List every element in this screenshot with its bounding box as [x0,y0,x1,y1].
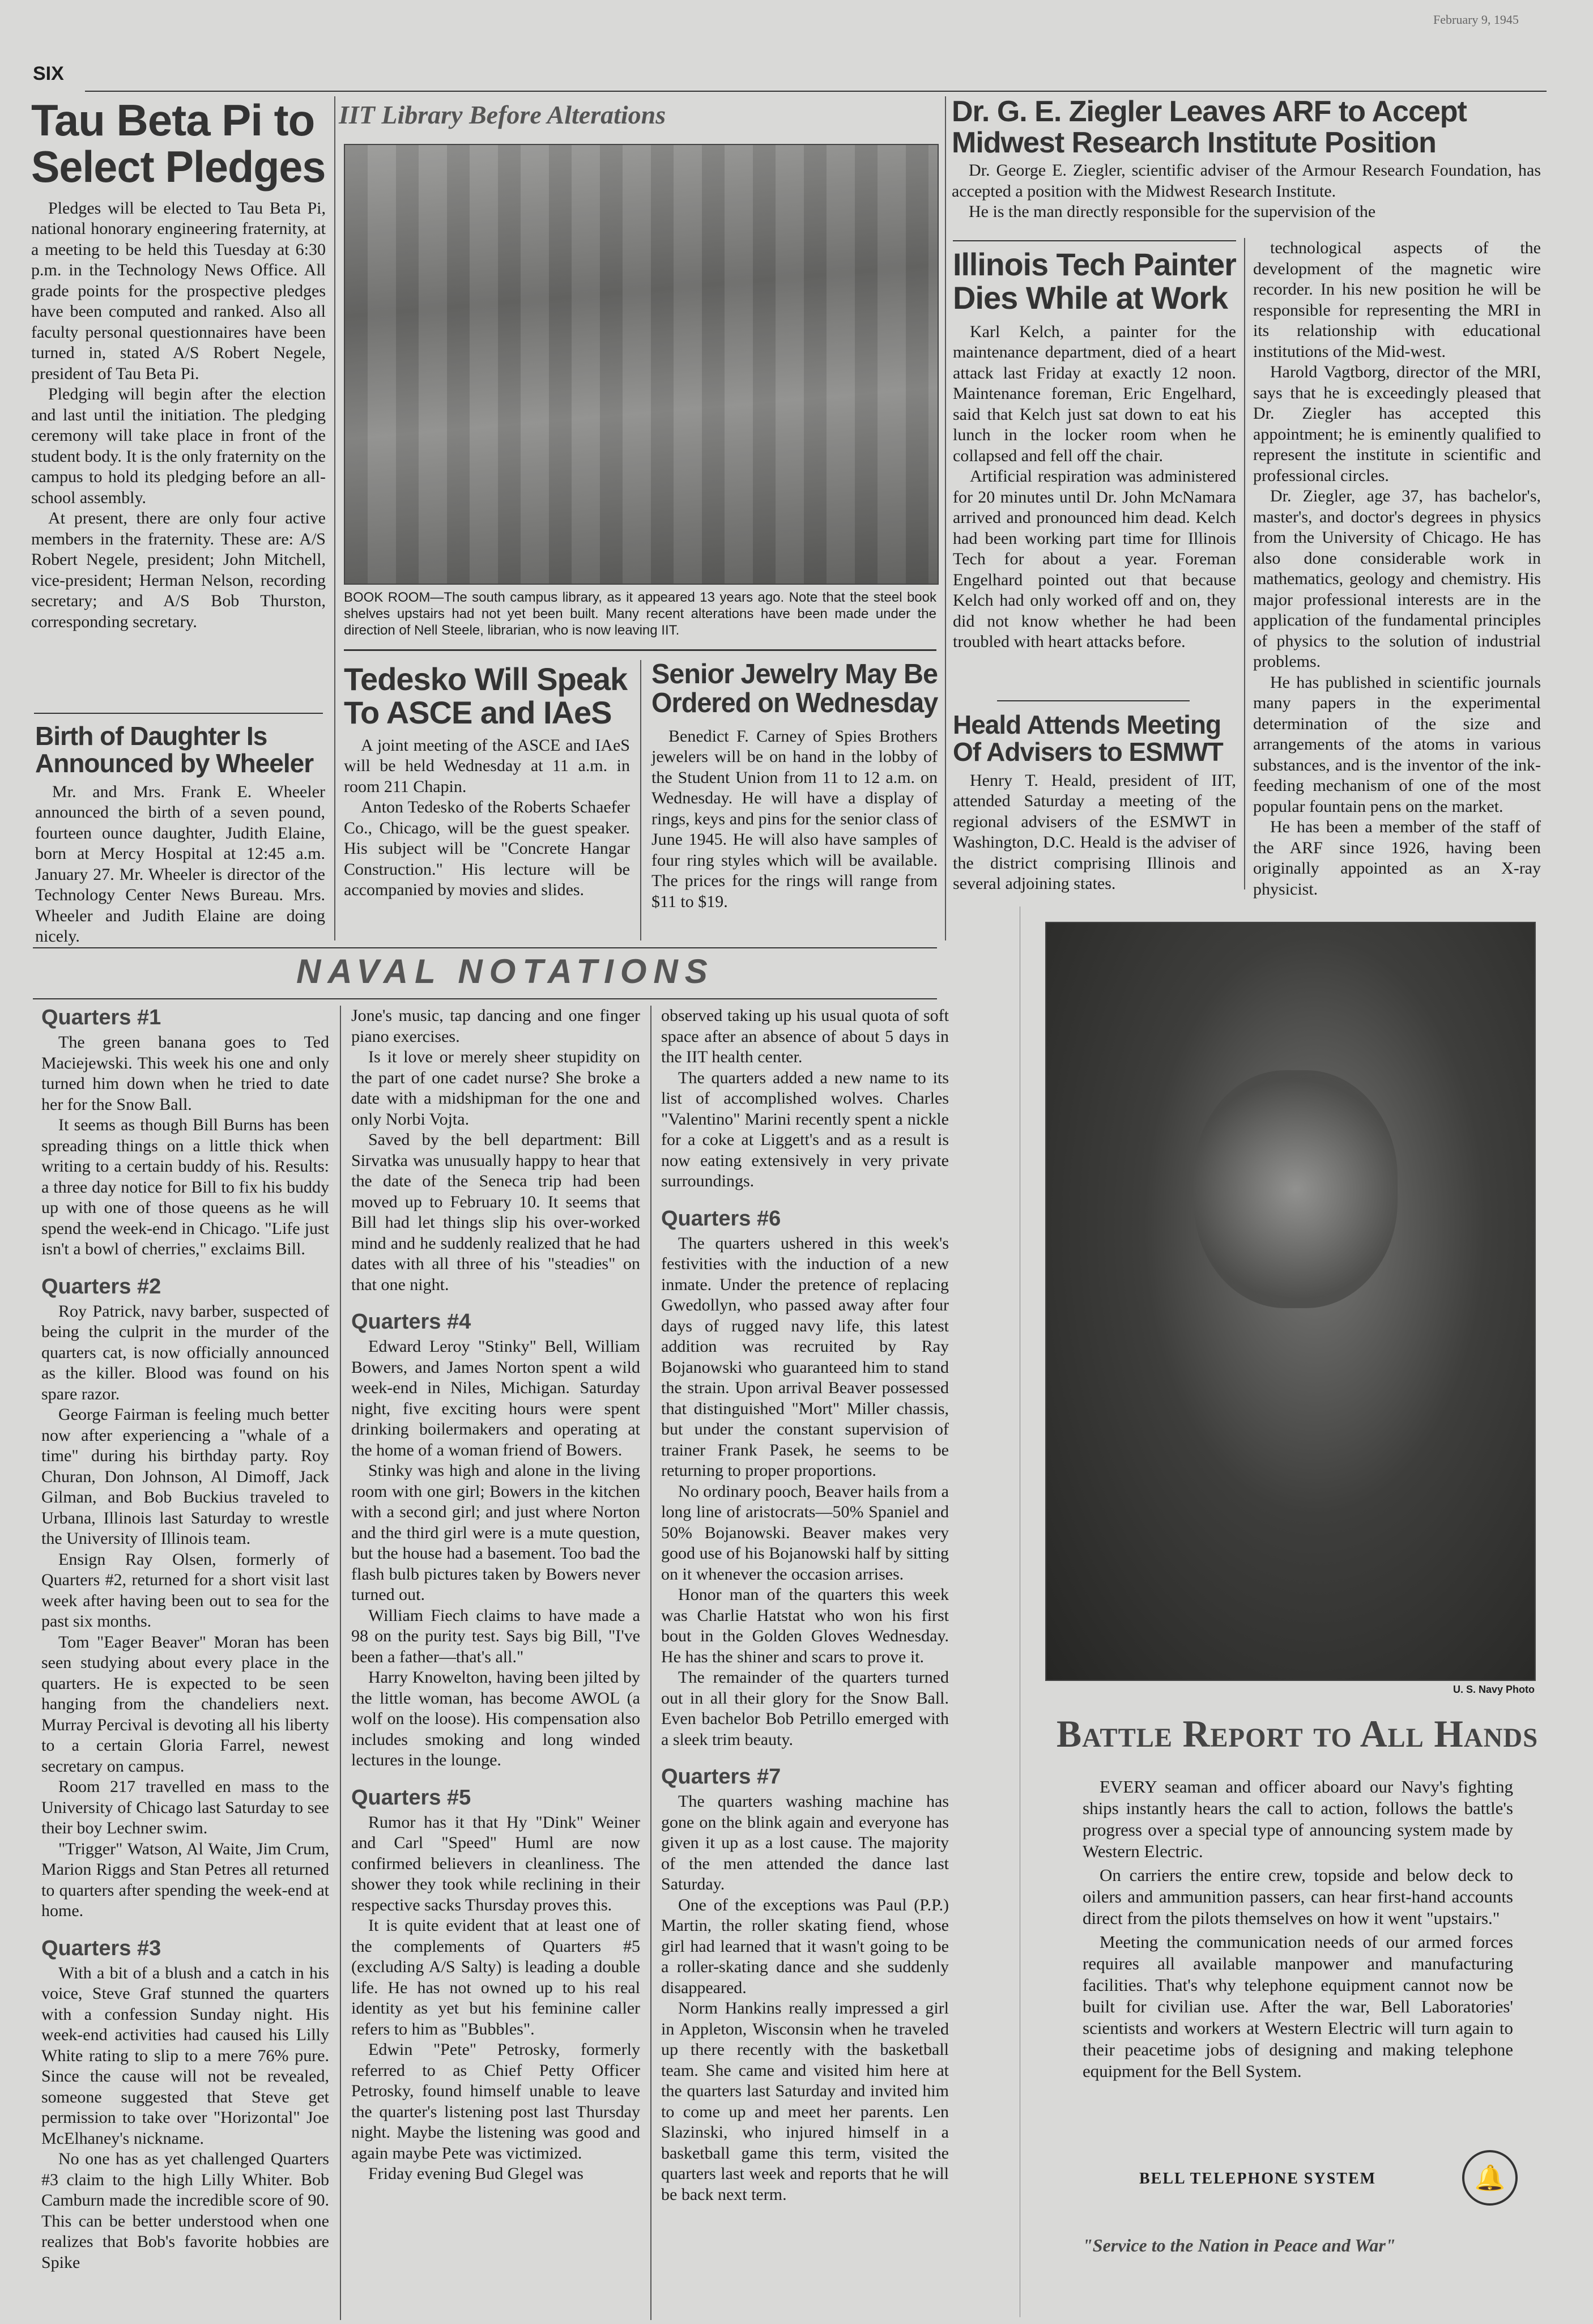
paragraph: Henry T. Heald, president of IIT, attended Saturday a meeting of the regional advisers of the ESMWT in Washington, D.C. Heald is the adviser of the district comprising Illinois and several adjoining states. [953,771,1236,893]
paragraph: Roy Patrick, navy barber, suspected of being the culprit in the murder of the quarters cat, is now officially announced as the killer. Blood was found on his spare razor. [41,1301,329,1403]
paragraph: Meeting the communication needs of our armed forces requires all available manpower and manufacturing facilities. That's why telephone equipment cannot now be built for civilian use. After the war, Bell Laboratories' scientists and workers at Western Electric will turn again to their peacetime jobs of designing and making telephone equipment for the Bell System. [1083,1932,1513,2081]
quarters-heading: Quarters #6 [661,1206,781,1231]
bell-advertisement [1020,906,1541,2317]
headline [953,711,1236,766]
divider [33,947,937,948]
paragraph: Pledging will begin after the election and last until the initiation. The pledging ceremony will take place in front of the student body. It is the only fraternity on the campus to hold its pledging before an all-school assembly. [31,385,326,507]
paragraph: The green banana goes to Ted Maciejewski. This week his one and only turned him down when he tried to date her for the Snow Ball. [41,1033,329,1114]
header-rule [85,91,1547,92]
naval-column-2 [351,1006,640,2185]
paragraph: Ensign Ray Olsen, formerly of Quarters #2, returned for a short visit last week after having been out to sea for the past six months. [41,1550,329,1631]
quarters-heading: Quarters #2 [41,1274,161,1299]
paragraph: technological aspects of the development of the magnetic wire recorder. In his new position he will be responsible for representing the MRI in its relationship with educational institutions of the Mid-west. [1253,239,1541,361]
headline-line: Ordered on Wednesday [651,688,938,719]
article-body [953,771,1236,895]
article-body [31,198,326,633]
headline [31,97,326,190]
headline-line: Tedesko Will Speak [344,661,628,697]
column-rule [334,96,335,940]
ad-slogan: "Service to the Nation in Peace and War" [1083,2235,1396,2255]
paragraph: Room 217 travelled en mass to the University of Chicago last Saturday to see their boy Lechner swim. [41,1777,329,1837]
headline-line: Dr. G. E. Ziegler Leaves ARF to Accept [952,95,1467,128]
headline-line: Select Pledges [31,141,326,191]
headline-line: To ASCE and IAeS [344,694,612,730]
paragraph: Pledges will be elected to Tau Beta Pi, national honorary engineering fraternity, at a meeting to be held this Tuesday at 6:30 p.m. in the Technology News Office. All grade points for the prospective pledges have been computed and ranked. Also all faculty personal questionnaires have been turned in, stated A/S Robert Negele, president of Tau Beta Pi. [31,198,326,383]
paragraph: Rumor has it that Hy "Dink" Weiner and Carl "Speed" Huml are now confirmed believers in cleanliness. The shower they took while reclining in their respective sacks Thursday proves this. [351,1812,640,1914]
headline-line: Heald Attends Meeting [953,710,1221,739]
paragraph: Tom "Eager Beaver" Moran has been seen studying about every place in the quarters. He is expected to be seen hanging from the chandeliers next. Murray Percival is devoting all his liberty to a certain Gloria Farrel, newest secretary on campus. [41,1632,329,1776]
divider [953,240,1236,241]
article-tedesko [344,663,630,901]
headline-line: Senior Jewelry May Be [651,659,938,689]
article-body [953,322,1236,653]
naval-column-1 [41,1006,329,2273]
paragraph: George Fairman is feeling much better now after experiencing a "whale of a time" during his birthday party. Roy Churan, Don Johnson, Al Dimoff, Jack Gilman, and Bob Buckius traveled to Urbana, Illinois last Saturday to wrestle the University of Illinois team. [41,1405,329,1548]
headline-line: Illinois Tech Painter [953,246,1236,282]
library-photo [344,144,939,585]
paragraph: Dr. Ziegler, age 37, has bachelor's, master's, and doctor's degrees in physics from the University of Chicago. He has also done considerable work in mathematics, geology and chemistry. His major professional interests are in the application of the fundamental principles of physics to the solution of industrial problems. [1253,487,1541,671]
paragraph: No one has as yet challenged Quarters #3 claim to the high Lilly Whiter. Bob Camburn made the incredible score of 90. This can be better understood when one realizes that Bob's favorite hobbies are Spike [41,2150,329,2272]
paragraph: At present, there are only four active members in the fraternity. These are: A/S Robert Negele, president; John Mitchell, vice-president; Herman Nelson, recording secretary; and A/S Bob Thurston, corresponding secretary. [31,509,326,631]
paragraph: Edwin "Pete" Petrosky, formerly referred to as Chief Petty Officer Petrosky, found himself unable to leave the quarter's listening post last Thursday night. Maybe the listening was good and again maybe Pete was victimized. [351,2040,640,2163]
paragraph: Friday evening Bud Glegel was [368,2164,583,2183]
paragraph: He is the man directly responsible for the supervision of the [969,202,1376,222]
paragraph: Harry Knowelton, having been jilted by the little woman, has become AWOL (a wolf on the loose). His compensation also includes smoking and long winded lectures in the lounge. [351,1668,640,1769]
quarters-heading: Quarters #1 [41,1006,161,1029]
paragraph: Dr. George E. Ziegler, scientific adviser of the Armour Research Foundation, has accepted a position with the Midwest Research Institute. [952,161,1541,201]
divider [344,649,936,651]
paragraph: The quarters ushered in this week's festivities with the induction of a new inmate. Under the pretence of replacing Gwedollyn, who passed away after four days of rugged navy life, this latest addition was recruited by Ray Bojanowski who guaranteed him to stand the strain. Upon arrival Beaver possessed that distinguished "Mort" Miller chassis, but under the constant supervision of trainer Frank Pasek, he seems to be returning to proper proportions. [661,1233,949,1480]
headline [344,663,630,730]
naval-notations-banner: NAVAL NOTATIONS [296,952,714,990]
paragraph: A joint meeting of the ASCE and IAeS will be held Wednesday at 11 a.m. in room 211 Chapin. [344,735,630,796]
headline [953,248,1236,315]
paragraph: Benedict F. Carney of Spies Brothers jewelers will be on hand in the lobby of the Student Union from 11 to 12 a.m. on Wednesday. He will have a display of rings, keys and pins for the senior class of June 1945. He will also have samples of four ring styles which will be available. The prices for the rings will range from $11 to $19. [651,726,938,911]
naval-column-3 [661,1006,949,2205]
article-tau-beta-pi [31,97,326,632]
quarters-heading: Quarters #7 [661,1765,781,1789]
paragraph: Edward Leroy "Stinky" Bell, William Bowers, and James Norton spent a wild week-end in Niles, Michigan. Saturday night, five exciting hours were spent drinking boilermakers and operating at the home of a woman friend of Bowers. [351,1337,640,1459]
column-rule [945,96,946,940]
article-body-ziegler [1253,238,1541,900]
article-painter [953,248,1236,653]
headline [952,96,1541,158]
article-senior-jewelry [651,660,938,912]
paragraph: One of the exceptions was Paul (P.P.) Martin, the roller skating fiend, whose girl had learned that it wasn't going to be a roller-skating dance and she suddenly disappeared. [661,1895,949,1997]
article-body [344,735,630,901]
ad-headline: Battle Report to All Hands [1057,1712,1539,1755]
paragraph: He has published in scientific journals many papers in the experimental determination of the size and arrangements of the atoms in various substances, and is the inventor of the ink-feeding mechanism of one of the most popular fountain pens on the market. [1253,672,1541,816]
column-rule [1244,238,1245,889]
paragraph: He has been a member of the staff of the ARF since 1926, having been originally appointed as an X-ray physicist. [1253,818,1541,899]
paragraph: The remainder of the quarters turned out in all their glory for the Snow Ball. Even bachelor Bob Petrillo emerged with a sleek trim beauty. [661,1668,949,1749]
column-rule [650,1006,651,2320]
paragraph: The quarters added a new name to its list of accomplished wolves. Charles "Valentino" Marini recently spent a nickle for a coke at Liggett's and as a result is now eating extensively in very private surroundings. [661,1068,949,1190]
column-rule [640,660,641,940]
paragraph: William Fiech claims to have made a 98 on the purity test. Says big Bill, "I've been a father—that's all." [351,1606,640,1666]
photo-headline: IIT Library Before Alterations [339,100,666,129]
headline [651,660,938,718]
photo-caption: BOOK ROOM—The south campus library, as it appeared 13 years ago. Note that the steel book shelves upstairs had not yet been built. Many recent alterations have been made under the direction of Nell Steele, librarian, who is now leaving IIT. [344,590,936,638]
paragraph: Jone's music, tap dancing and one finger piano exercises. [351,1006,640,1046]
paragraph: EVERY seaman and officer aboard our Navy's fighting ships instantly hears the call to action, follows the battle's progress over a special type of announcing system made by Western Electric. [1083,1777,1513,1861]
article-body [651,726,938,913]
article-ziegler [952,96,1541,223]
headline-line: Birth of Daughter Is [35,721,267,751]
paragraph: "Trigger" Watson, Al Waite, Jim Crum, Marion Riggs and Stan Petres all returned to quarters after spending the week-end at home. [41,1839,329,1920]
article-lead [952,160,1541,223]
headline-line: Midwest Research Institute Position [952,126,1436,159]
paragraph: Anton Tedesko of the Roberts Schaefer Co., Chicago, will be the guest speaker. His subject will be "Concrete Hangar Construction." His lecture will be accompanied by movies and slides. [344,798,630,900]
paragraph: Honor man of the quarters this week was Charlie Hatstat who won his first bout in the Golden Gloves Wednesday. He has the shiner and scars to prove it. [661,1585,949,1666]
paragraph: Artificial respiration was administered for 20 minutes until Dr. John McNamara arrived and pronounced him dead. Kelch had been working part time for Illinois Tech for about a year. Foreman Engelhard pointed out that because Kelch had only worked off and on, they did not know whether he had been troubled with heart attacks before. [953,467,1236,652]
headline-line: Dies While at Work [953,279,1228,316]
navy-photo [1045,922,1536,1681]
paragraph: No ordinary pooch, Beaver hails from a long line of aristocrats—50% Spaniel and 50% Bojanowski. Beaver makes very good use of his Bojanowski half by sitting on it whenever the occasion arrises. [661,1482,949,1584]
headline-line: Of Advisers to ESMWT [953,737,1223,767]
paragraph: Is it love or merely sheer stupidity on the part of one cadet nurse? She broke a date with a midshipman for the one and only Norbi Vojta. [351,1048,640,1129]
headline-line: Announced by Wheeler [35,748,314,778]
headline-line: Tau Beta Pi to [31,95,315,145]
paragraph: Mr. and Mrs. Frank E. Wheeler announced the birth of a seven pound, fourteen ounce daughter, Judith Elaine, born at Mercy Hospital at 12:45 a.m. January 27. Mr. Wheeler is director of the Technology Center News Bureau. Mrs. Wheeler and Judith Elaine are doing nicely. [35,782,325,946]
article-heald [953,711,1236,895]
paragraph: observed taking up his usual quota of soft space after an absence of about 5 days in the IIT health center. [661,1006,949,1066]
article-body [35,782,325,947]
divider [33,998,937,999]
ad-body [1083,1776,1513,2084]
quarters-heading: Quarters #5 [351,1785,471,1810]
page-number: SIX [33,63,64,84]
paragraph: Harold Vagtborg, director of the MRI, says that he is exceedingly pleased that Dr. Ziegler has accepted this appointment; he is eminently qualified to represent the institute in scientific and professional circles. [1253,363,1541,485]
article-birth [35,722,325,947]
headline [35,722,325,777]
paragraph: Stinky was high and alone in the living room with one girl; Bowers in the kitchen with a second girl; and just where Norton and the third girl were is a mute question, but the house had a basement. Too bad the flash bulb pictures taken by Bowers never turned out. [351,1461,640,1604]
ad-signature: BELL TELEPHONE SYSTEM [1139,2170,1377,2187]
quarters-heading: Quarters #3 [41,1936,161,1960]
paragraph: Karl Kelch, a painter for the maintenance department, died of a heart attack last Friday at exactly 12 noon. Maintenance foreman, Eric Engelhard, said that Kelch just sat down to eat his lunch in the locker room when he collapsed and fell off the chair. [953,322,1236,465]
paragraph: On carriers the entire crew, topside and below deck to oilers and ammunition passers, can hear first-hand accounts direct from the pilots themselves on how it went "upstairs." [1083,1865,1513,1928]
photo-credit: U. S. Navy Photo [1453,1684,1535,1695]
bell-logo-icon: 🔔 [1462,2150,1518,2206]
column-rule [340,1006,341,2320]
paragraph: Norm Hankins really impressed a girl in Appleton, Wisconsin when he traveled up there recently with the basketball team. She came and visited him here at the quarters last Saturday and invited him to come up and meet her parents. Len Slazinski, who injured himself in a basketball game this term, visited the quarters last week and reports that he will be back next term. [661,1999,949,2204]
issue-date: February 9, 1945 [1433,12,1519,27]
paragraph: It is quite evident that at least one of the complements of Quarters #5 (excluding A/S Salty) is leading a double life. He has not owned up to his real identity as yet but his feminine caller refers to him as "Bubbles". [351,1916,640,2038]
divider [34,713,323,714]
sailor-headset-figure [1194,1070,1398,1308]
divider [997,700,1190,701]
quarters-heading: Quarters #4 [351,1310,471,1334]
paragraph: With a bit of a blush and a catch in his voice, Steve Graf stunned the quarters with a confession Sunday night. His week-end activities had caused his Lilly White rating to slip to a mere 76% pure. Since the cause will not be revealed, someone suggested that Steve get permission to take over "Horizontal" Joe McElhaney's nickname. [41,1963,329,2148]
paragraph: It seems as though Bill Burns has been spreading things on a little thick when writing to a certain buddy of his. Results: a three day notice for Bill to fix his buddy up with one of those queens as he will spend the week-end in Chicago. "Life just isn't a bowl of cherries," exclaims Bill. [41,1116,329,1258]
paragraph: Saved by the bell department: Bill Sirvatka was unusually happy to hear that the date of the Seneca trip had been moved up to February 10. It seems that Bill had let things slip his over-worked mind and he suddenly realized that he had dates with all three of his "steadies" on that one night. [351,1130,640,1294]
paragraph: The quarters washing machine has gone on the blink again and everyone has given it up as a lost cause. The majority of the men attended the dance last Saturday. [661,1792,949,1893]
